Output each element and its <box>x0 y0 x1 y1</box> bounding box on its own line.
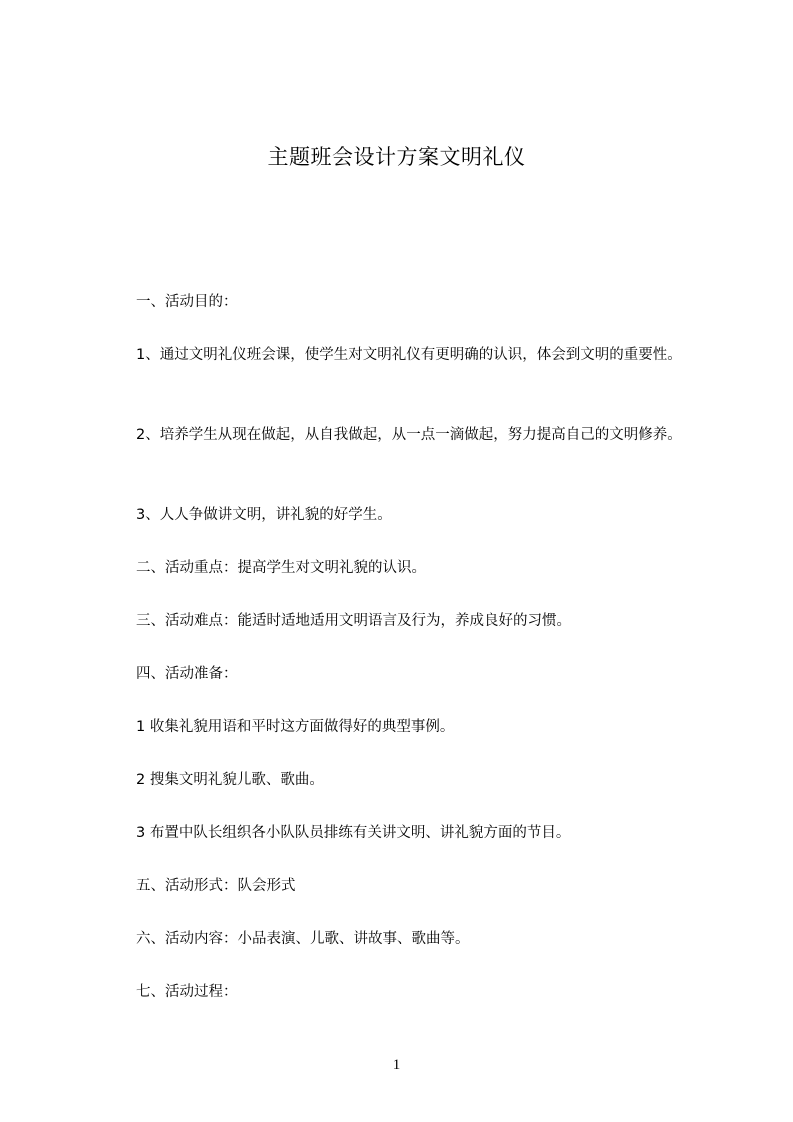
paragraph-preparation-3: 3 布置中队长组织各小队队员排练有关讲文明、讲礼貌方面的节目。 <box>136 825 571 841</box>
section-heading-preparation: 四、活动准备： <box>136 666 238 682</box>
paragraph-purpose-1: 1、通过文明礼仪班会课，使学生对文明礼仪有更明确的认识，体会到文明的重要性。 <box>136 347 682 363</box>
document-title: 主题班会设计方案文明礼仪 <box>267 145 526 169</box>
section-difficulty: 三、活动难点：能适时适地适用文明语言及行为，养成良好的习惯。 <box>136 613 571 629</box>
paragraph-preparation-1: 1 收集礼貌用语和平时这方面做得好的典型事例。 <box>136 719 455 735</box>
section-heading-purpose: 一、活动目的： <box>136 294 238 310</box>
page-number: 1 <box>392 1057 401 1073</box>
section-key-point: 二、活动重点：提高学生对文明礼貌的认识。 <box>136 560 426 576</box>
paragraph-purpose-3: 3、人人争做讲文明，讲礼貌的好学生。 <box>136 507 392 523</box>
section-form: 五、活动形式：队会形式 <box>136 878 296 894</box>
section-heading-process: 七、活动过程： <box>136 984 238 1000</box>
paragraph-purpose-2: 2、培养学生从现在做起，从自我做起，从一点一滴做起，努力提高自己的文明修养。 <box>136 427 682 443</box>
section-content: 六、活动内容：小品表演、儿歌、讲故事、歌曲等。 <box>136 931 470 947</box>
paragraph-preparation-2: 2 搜集文明礼貌儿歌、歌曲。 <box>136 772 324 788</box>
